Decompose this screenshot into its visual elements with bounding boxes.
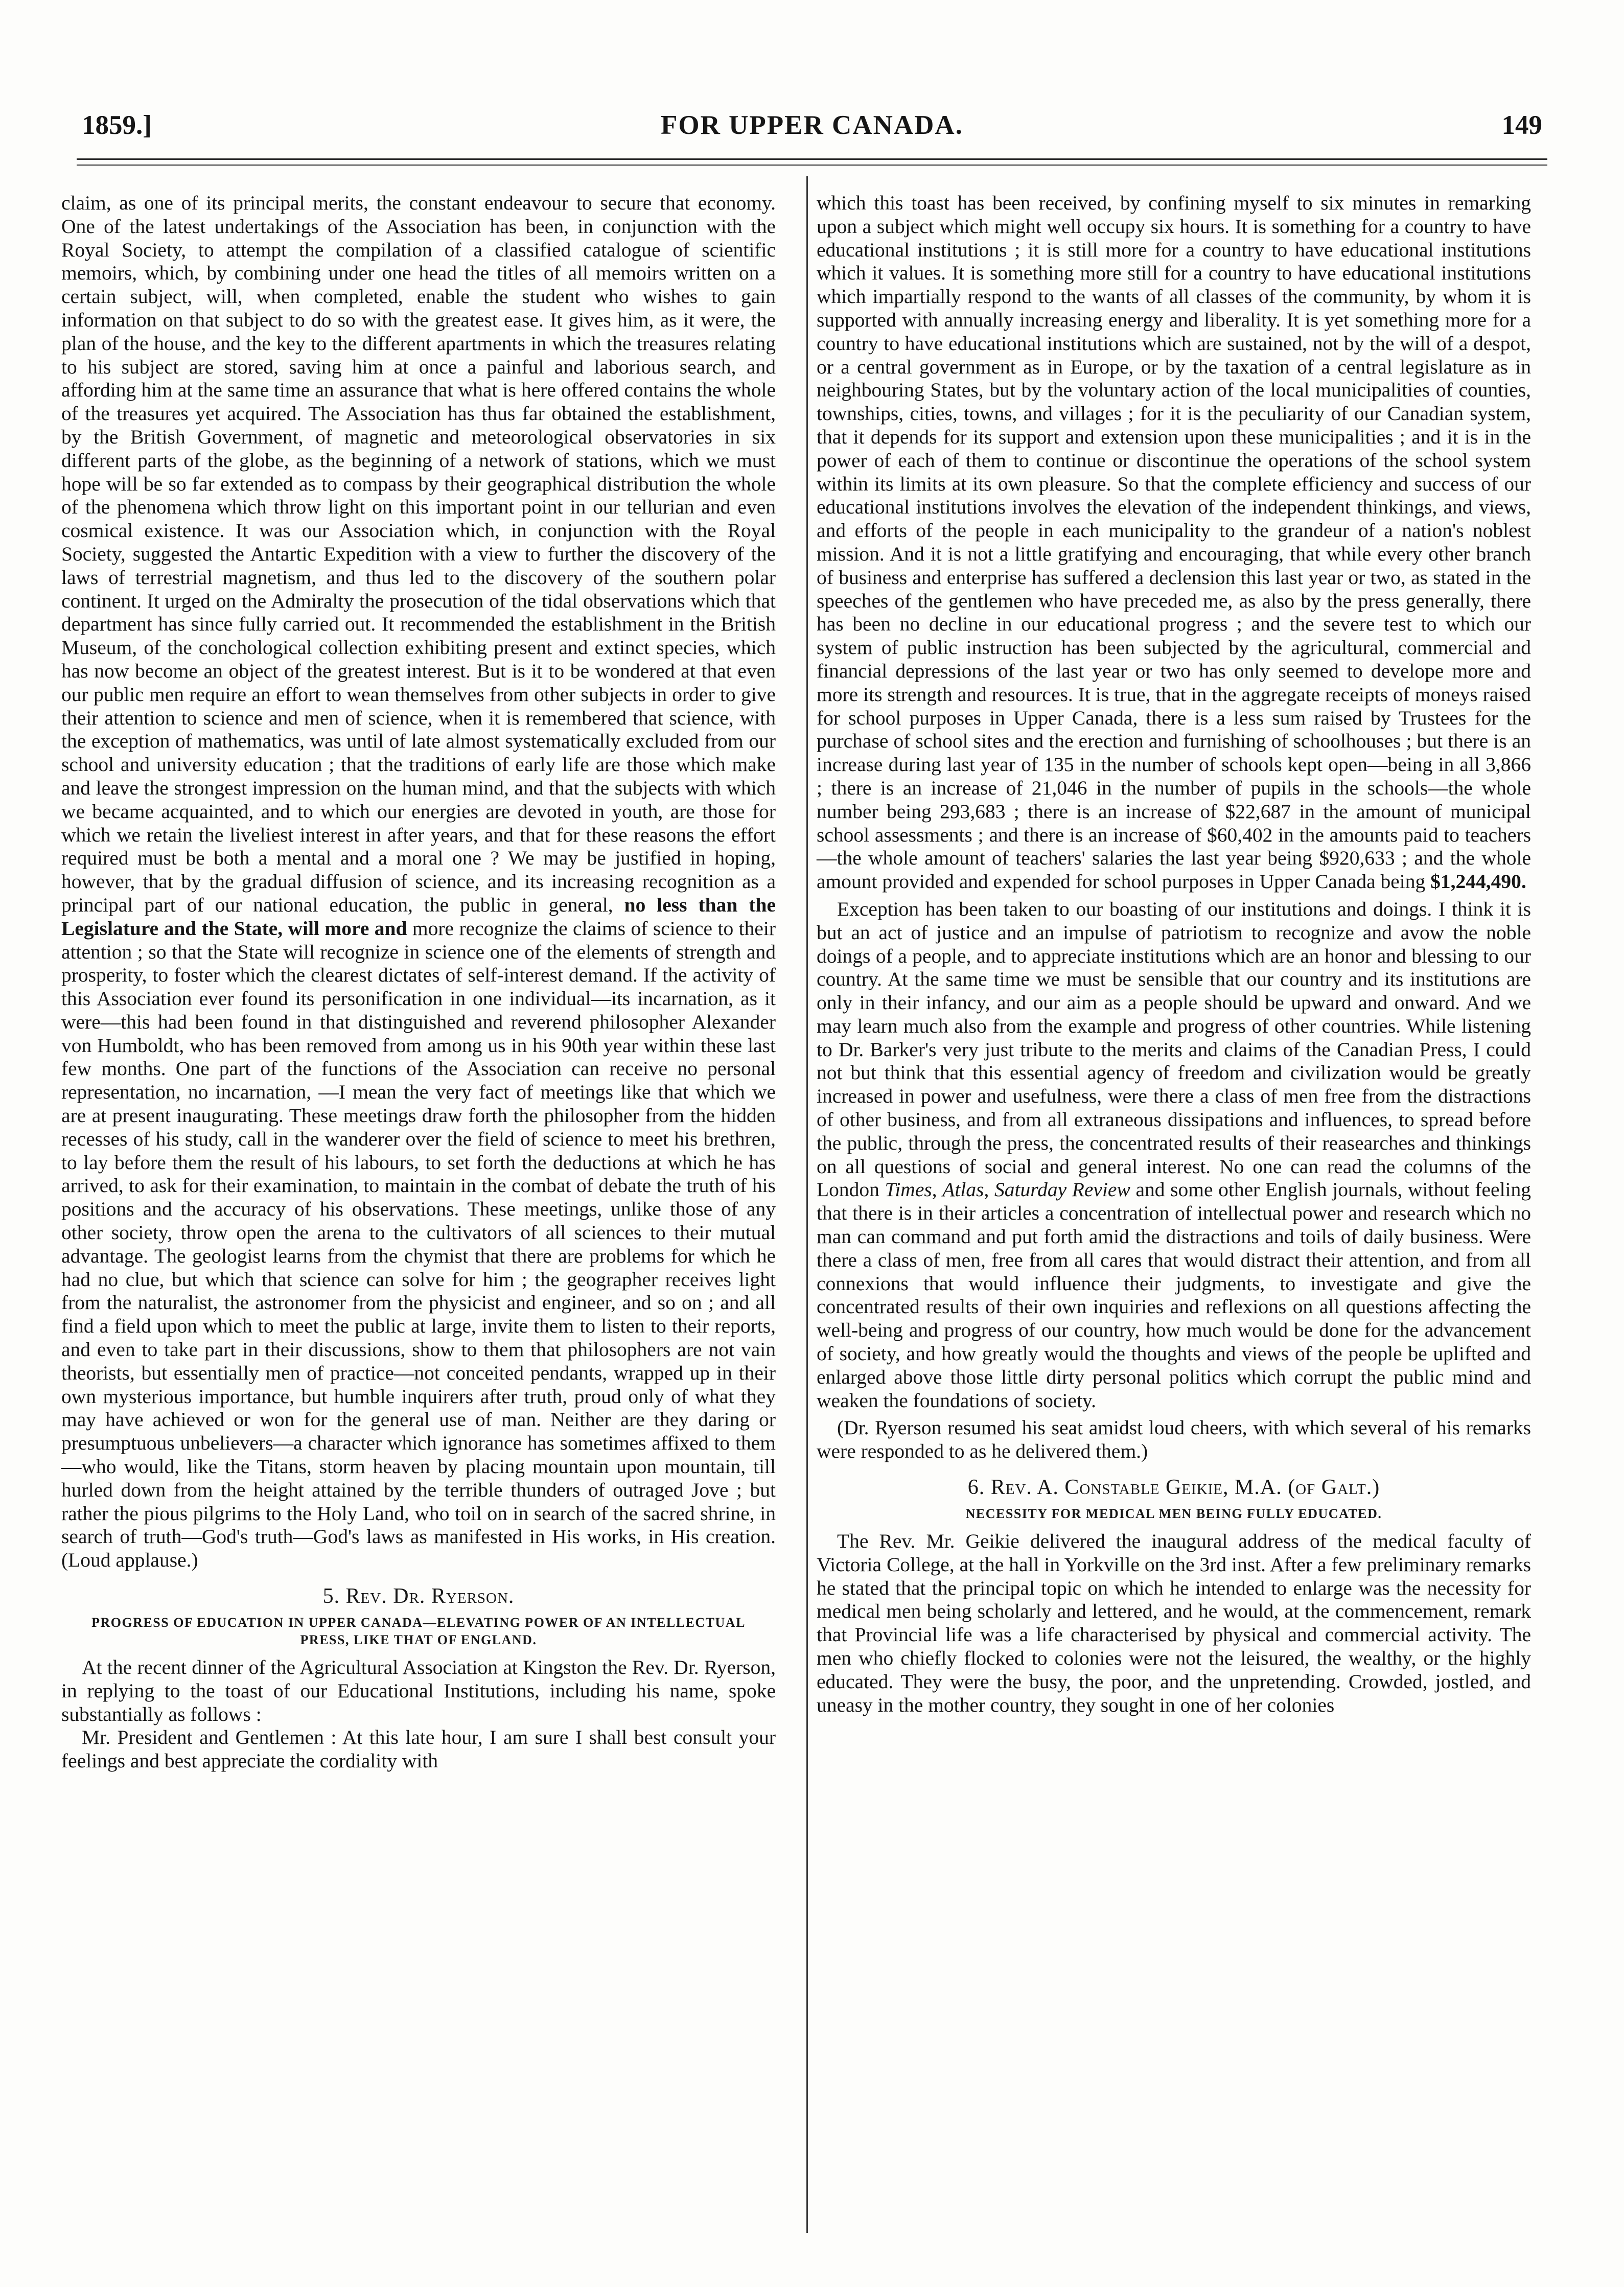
right-p1-total: $1,244,490. xyxy=(1430,870,1526,893)
header-rule-thin xyxy=(77,165,1547,166)
running-head xyxy=(77,105,1547,146)
right-paragraph-2 xyxy=(817,898,1531,1413)
page-number: 149 xyxy=(1501,110,1542,140)
left-column xyxy=(61,192,776,1773)
right-p2b-text: and some other English journals, without feeling that there is in their articles a concentration of intellectual power and research which no man can command and put forth amid the distractions and toils of daily business. Were there a class of men, free from all cares that would distract their attention, and from all connexions that would influence their judgments, to investigate and give the concentrated results of their own inquiries and reflexions on all questions affecting the well-being and progress of our country, how much would be done for the advancement of society, and how greatly would the thoughts and views of the people be uplifted and enlarged above those little dirty personal politics which corrupt the public mind and weaken the foundations of society. xyxy=(817,1178,1532,1412)
left-paragraph-3: Mr. President and Gentlemen : At this late hour, I am sure I shall best consult your feelings and best appreciate the cordiality with xyxy=(61,1726,776,1772)
journal-separator-1: , xyxy=(932,1178,943,1201)
journal-name-times: Times xyxy=(885,1178,932,1201)
journal-separator-2: , xyxy=(984,1178,994,1201)
column-divider xyxy=(806,176,808,2233)
left-paragraph-1 xyxy=(61,192,776,1572)
right-p2a-text: Exception has been taken to our boasting of our institutions and doings. I think it is but an act of justice and an impulse of patriotism to recognize and avow the noble doings of a people, and to appreciate institutions which are an honor and blessing to our country. At the same time we must be sensible that our country and its institutions are only in their infancy, and our aim as a people should be upward and onward. And we may learn much also from the example and progress of other countries. While listening to Dr. Barker's very just tribute to the merits and claims of the Canadian Press, I could not but think that this essential agency of freedom and civilization would be greatly increased in power and usefulness, were there a class of men free from the distractions of other business, and from all extraneous dissipations and influences, to spread before the public, through the press, the concentrated results of their reasearches and thinkings on all questions of social and general interest. No one can read the columns of the London xyxy=(817,897,1531,1201)
section-6-heading: 6. Rev. A. Constable Geikie, M.A. (of Galt.) xyxy=(967,1476,1380,1500)
right-paragraph-1 xyxy=(817,192,1531,894)
right-column xyxy=(817,192,1531,1717)
right-p1-text: which this toast has been received, by confining myself to six minutes in remarking upon a subject which might well occupy six hours. It is something for a country to have educational institutions ; it is still more for a country to have educational institutions which it values. It is something more still for a country to have educational institutions which impartially respond to the wants of all classes of the community, by whom it is supported with annually increasing energy and liberality. It is yet something more for a country to have educational institutions which are sustained, not by the will of a despot, or a central government as in Europe, or by the taxation of a central legislature as in neighbouring States, but by the voluntary action of the local municipalities of counties, townships, cities, towns, and villages ; for it is the peculiarity of our Canadian system, that it depends for its support and extension upon these municipalities ; and it is in the power of each of them to continue or discontinue the operations of the school system within its limits at its own pleasure. So that the complete efficiency and success of our educational institutions involves the elevation of the independent thinkings, and views, and efforts of the people in each municipality to the grandeur of a nation's noblest mission. And it is not a little gratifying and encouraging, that while every other branch of business and enterprise has suffered a declension this last year or two, as stated in the speeches of the gentlemen who have preceded me, as also by the press generally, there has been no decline in our educational progress ; and the severe test to which our system of public instruction has been subjected by the agricultural, commercial and financial depressions of the last year or two has only seemed to develope more and more its strength and resources. It is true, that in the aggregate receipts of moneys raised for school purposes in Upper Canada, there is a less sum raised by Trustees for the purchase of school sites and the erection and furnishing of schoolhouses ; but there is an increase during last year of 135 in the number of schools kept open—being in all 3,866 ; there is an increase of 21,046 in the number of pupils in the schools—the whole number being 293,683 ; there is an increase of $22,687 in the amount of municipal school assessments ; and there is an increase of $60,402 in the amounts paid to teachers—the whole amount of teachers' salaries the last year being $920,633 ; and the whole amount provided and expended for school purposes in Upper Canada being xyxy=(817,192,1531,893)
journal-name-saturday-review: Saturday Review xyxy=(994,1178,1130,1201)
header-title: FOR UPPER CANADA. xyxy=(661,110,963,140)
header-year: 1859.] xyxy=(82,110,152,140)
right-paragraph-4: The Rev. Mr. Geikie delivered the inaugural address of the medical faculty of Victoria College, at the hall in Yorkville on the 3rd inst. After a few preliminary remarks he stated that the principal topic on which he intended to enlarge was the necessity for medical men being scholarly and lettered, and he would, at the commencement, remark that Provincial life was a life characterised by physical and commercial activity. The men who chiefly flocked to colonies were not the leisured, the wealthy, or the highly educated. They were the busy, the poor, and the unpretending. Crowded, jostled, and uneasy in the mother country, they sought in one of her colonies xyxy=(817,1530,1531,1716)
left-p1-end-text: more recognize the claims of science to their attention ; so that the State will recognize in science one of the elements of strength and prosperity, to foster which the clearest dictates of self-interest demand. If the activity of this Association ever found its personification in one individual—its incarnation, as it were—this had been found in that distinguished and reverend philosopher Alexander von Humboldt, who has been removed from among us in his 90th year within these last few months. One part of the functions of the Association can receive no personal representation, no incarnation, —I mean the very fact of meetings like that which we are at present inaugurating. These meetings draw forth the philosopher from the hidden recesses of his study, call in the wanderer over the field of science to meet his brethren, to lay before them the result of his labours, to set forth the deductions at which he has arrived, to ask for their examination, to maintain in the combat of debate the truth of his positions and the accuracy of his observations. These meetings, unlike those of any other society, throw open the arena to the cultivators of all sciences to their mutual advantage. The geologist learns from the chymist that there are problems for which he had no clue, but which that science can solve for him ; the geographer receives light from the naturalist, the astronomer from the physicist and engineer, and so on ; and all find a field upon which to meet the public at large, invite them to listen to their reports, and even to take part in their discussions, show to them that philosophers are not vain theorists, but essentially men of practice—not conceited pendants, wrapped up in their own mysterious importance, but humble inquirers after truth, proud only of what they may have achieved or won for the general use of man. Neither are they daring or presumptuous unbelievers—a character which ignorance has sometimes affixed to them—who would, like the Titans, storm heaven by placing mountain upon mountain, till hurled down from the height attained by the terrible thunders of outraged Jove ; but rather the pious pilgrims to the Holy Land, who toil on in search of the sacred shrine, in search of truth—God's truth—God's laws as manifested in His works, in His creation. (Loud applause.) xyxy=(61,917,776,1572)
header-rule-thick xyxy=(77,158,1547,160)
right-paragraph-3: (Dr. Ryerson resumed his seat amidst loud cheers, with which several of his remarks were responded to as he delivered them.) xyxy=(817,1416,1531,1463)
section-5-subheading: PROGRESS OF EDUCATION IN UPPER CANADA—ELEVATING POWER OF AN INTELLECTUAL PRESS, LIKE THAT OF ENGLAND. xyxy=(91,1615,746,1648)
left-paragraph-2: At the recent dinner of the Agricultural Association at Kingston the Rev. Dr. Ryerson, in replying to the toast of our Educational Institutions, including his name, spoke substantially as follows : xyxy=(61,1656,776,1725)
journal-name-atlas: Atlas xyxy=(942,1178,984,1201)
section-6-subheading: NECESSITY FOR MEDICAL MEN BEING FULLY EDUCATED. xyxy=(965,1506,1382,1522)
section-5-heading: 5. Rev. Dr. Ryerson. xyxy=(322,1584,515,1608)
left-p1-text: claim, as one of its principal merits, the constant endeavour to secure that economy. One of the latest undertakings of the Association has been, in conjunction with the Royal Society, to attempt the compilation of a classified catalogue of scientific memoirs, which, by combining under one head the titles of all memoirs written on a certain subject, will, when completed, enable the student who wishes to gain information on that subject to do so with the greatest ease. It gives him, as it were, the plan of the house, and the key to the different apartments in which the treasures relating to his subject are stored, saving him at once a painful and laborious search, and affording him at the same time an assurance that what is here offered contains the whole of the treasures yet acquired. The Association has thus far obtained the establishment, by the British Government, of magnetic and meteorological observatories in six different parts of the globe, as the beginning of a network of stations, which we must hope will be so far extended as to compass by their geographical distribution the whole of the phenomena which throw light on this important point in our tellurian and even cosmical existence. It was our Association which, in conjunction with the Royal Society, suggested the Antartic Expedition with a view to further the discovery of the laws of terrestrial magnetism, and thus led to the discovery of the southern polar continent. It urged on the Admiralty the prosecution of the tidal observations which that department has since fully carried out. It recommended the establishment in the British Museum, of the conchological collection exhibiting present and extinct species, which has now become an object of the greatest interest. But is it to be wondered at that even our public men require an effort to wean themselves from other subjects in order to give their attention to science and men of science, when it is remembered that science, with the exception of mathematics, was until of late almost systematically excluded from our school and university education ; that the traditions of early life are those which make and leave the strongest impression on the human mind, and that the subjects with which we became acquainted, and to which our energies are devoted in youth, are those for which we retain the liveliest interest in after years, and that for these reasons the effort required must be both a mental and a moral one ? We may be justified in hoping, however, that by the gradual diffusion of science, and its increasing recognition as a principal part of our national education, the public in general, xyxy=(61,192,776,916)
left-p1-bold-text: no less than the Legislature and the State, will more and xyxy=(61,893,776,940)
